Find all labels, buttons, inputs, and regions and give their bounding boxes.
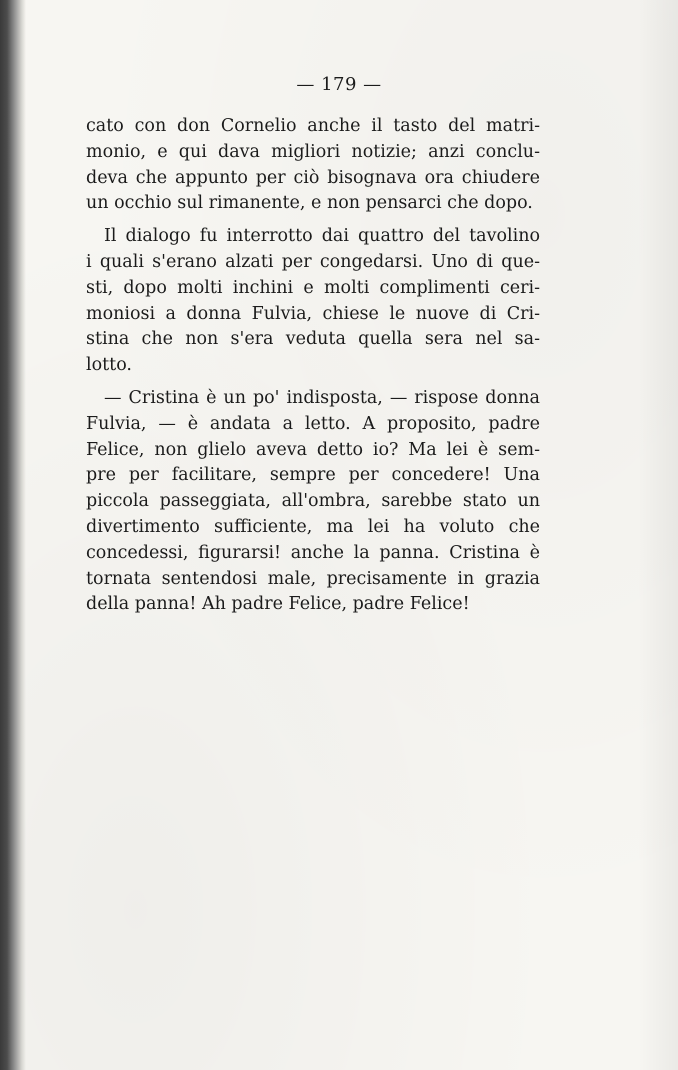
text-line: Felice, non glielo aveva detto io? Ma lei è sem- xyxy=(86,439,540,460)
paragraph xyxy=(86,224,540,379)
body-text xyxy=(86,114,540,618)
text-line: i quali s'erano alzati per congedarsi. Uno di que- xyxy=(86,251,540,272)
text-line: moniosi a donna Fulvia, chiese le nuove di Cri- xyxy=(86,303,540,324)
page-number: — 179 — xyxy=(296,74,382,95)
text-line: Il dialogo fu interrotto dai quattro del tavolino xyxy=(104,226,540,247)
text-line: divertimento sufficiente, ma lei ha voluto che xyxy=(86,516,540,537)
text-line: pre per facilitare, sempre per concedere! Una xyxy=(86,465,540,486)
text-line: Fulvia, — è andata a letto. A proposito, padre xyxy=(86,413,540,434)
paragraph xyxy=(86,386,540,618)
text-line: deva che appunto per ciò bisognava ora chiudere xyxy=(86,167,540,188)
book-spine-shadow xyxy=(0,0,26,1070)
text-line: lotto. xyxy=(86,355,132,376)
page-edge-shade xyxy=(638,0,678,1070)
text-line: monio, e qui dava migliori notizie; anzi conclu- xyxy=(86,141,540,162)
text-line: un occhio sul rimanente, e non pensarci che dopo. xyxy=(86,193,533,214)
text-line: — Cristina è un po' indisposta, — rispose donna xyxy=(104,387,540,408)
text-line: tornata sentendosi male, precisamente in grazia xyxy=(86,568,540,589)
text-line: sti, dopo molti inchini e molti complimenti ceri- xyxy=(86,277,540,298)
text-line: piccola passeggiata, all'ombra, sarebbe stato un xyxy=(86,491,540,512)
text-line: stina che non s'era veduta quella sera nel sa- xyxy=(86,329,540,350)
text-line: cato con don Cornelio anche il tasto del matri- xyxy=(86,116,540,136)
text-line: della panna! Ah padre Felice, padre Felice! xyxy=(86,594,470,615)
text-line: concedessi, figurarsi! anche la panna. Cristina è xyxy=(86,542,540,563)
paragraph xyxy=(86,114,540,217)
